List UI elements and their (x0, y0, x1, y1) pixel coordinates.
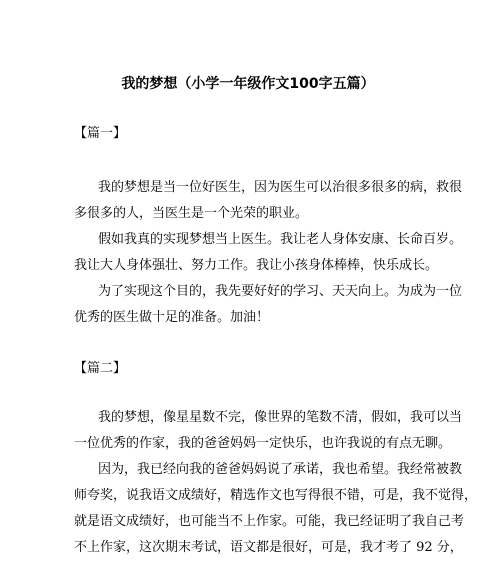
text-line: 我让大人身体强壮、努力工作。我让小孩身体棒棒，快乐成长。 (74, 258, 439, 273)
text-line: 师夸奖，说我语文成绩好，精选作文也写得很不错，可是，我不觉得， (74, 488, 478, 503)
text-line: 不上作家，这次期末考试，语文都是很好，可是，我才考了 92 分， (74, 540, 463, 555)
text-line: 因为，我已经向我的爸爸妈妈说了承诺，我也希望。我经常被教 (98, 462, 463, 477)
section-heading-1: 【篇一】 (74, 126, 127, 141)
text-line: 我的梦想是当一位好医生，因为医生可以治很多很多的病，救很 (98, 180, 463, 195)
section-heading-2: 【篇二】 (74, 361, 127, 376)
text-line: 一位优秀的作家，我的爸爸妈妈一定快乐，也许我说的有点无聊。 (74, 436, 452, 451)
text-line: 为了实现这个目的，我先要好好的学习、天天向上。为成为一位 (98, 284, 463, 299)
text-line: 假如我真的实现梦想当上医生。我让老人身体安康、长命百岁。 (98, 232, 463, 247)
paragraph (74, 175, 463, 227)
paragraph (74, 405, 463, 457)
text-line: 多很多的人，当医生是一个光荣的职业。 (74, 206, 309, 221)
paragraph (74, 279, 463, 331)
text-line: 我的梦想，像星星数不完，像世界的笔数不清，假如，我可以当 (98, 410, 463, 425)
paragraph (74, 227, 463, 279)
text-line: 优秀的医生做十足的准备。加油！ (74, 310, 270, 325)
paragraph (74, 457, 478, 561)
text-line: 就是语文成绩好，也可能当不上作家。可能，我已经证明了我自己考 (74, 514, 465, 529)
document-title: 我的梦想（小学一年级作文100字五篇） (121, 76, 375, 92)
